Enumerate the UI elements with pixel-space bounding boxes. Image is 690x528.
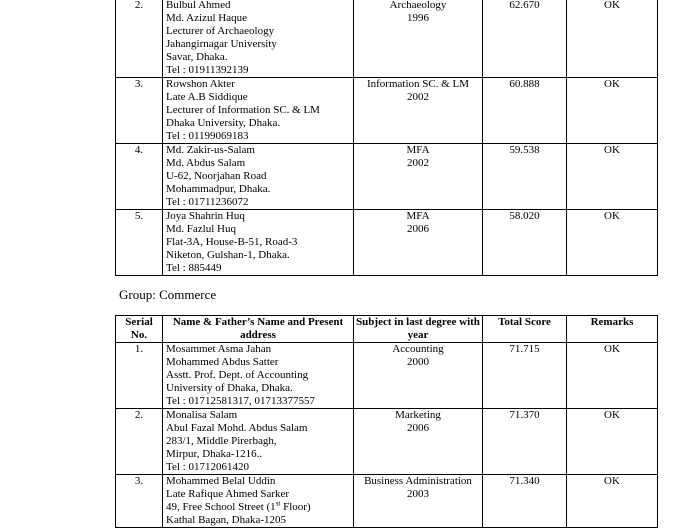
name-address-line: Md. Fazlul Huq xyxy=(166,223,236,235)
name-address-line: Tel : 01712061420 xyxy=(166,461,249,473)
name-address-cell xyxy=(163,409,354,475)
subject-year: 2006 xyxy=(407,223,429,235)
table-row xyxy=(116,0,658,78)
remarks-cell: OK xyxy=(567,475,658,528)
name-address-cell xyxy=(163,78,354,144)
score-cell: 71.340 xyxy=(483,475,567,528)
name-address-line: Md. Azizul Haque xyxy=(166,12,247,24)
subject-year: 2000 xyxy=(407,356,429,368)
subject-year: 2006 xyxy=(407,422,429,434)
name-address-line: Tel : 01199069183 xyxy=(166,130,249,142)
subject-cell xyxy=(354,78,483,144)
subject-cell xyxy=(354,144,483,210)
header-score: Total Score xyxy=(483,316,567,343)
name-address-line: Md. Abdus Salam xyxy=(166,157,246,169)
score-cell: 71.370 xyxy=(483,409,567,475)
subject-name: Business Administration xyxy=(364,475,472,487)
name-address-line: Lecturer of Information SC. & LM xyxy=(166,104,320,116)
name-address-cell xyxy=(163,144,354,210)
name-address-line: Niketon, Gulshan-1, Dhaka. xyxy=(166,249,290,261)
score-cell: 71.715 xyxy=(483,343,567,409)
name-address-line: Kathal Bagan, Dhaka-1205 xyxy=(166,514,287,526)
name-address-line: 49, Free School Street (1st Floor) xyxy=(166,499,311,513)
remarks-cell: OK xyxy=(567,0,658,78)
subject-name: Information SC. & LM xyxy=(366,78,470,90)
group-label: Group: Commerce xyxy=(119,287,217,302)
name-address-line: Flat-3A, House-B-51, Road-3 xyxy=(166,236,298,248)
name-address-line: Tel : 885449 xyxy=(166,262,222,274)
subject-cell xyxy=(354,343,483,409)
name-address-line: Joya Shahrin Huq xyxy=(166,210,245,222)
name-address-line: Bulbul Ahmed xyxy=(166,0,231,11)
name-address-line: Mirpur, Dhaka-1216.. xyxy=(166,448,263,460)
name-address-line: Savar, Dhaka. xyxy=(166,51,228,63)
name-address-line: 283/1, Middle Pirerbagh, xyxy=(166,435,277,447)
candidates-table-1 xyxy=(115,0,658,276)
name-address-cell xyxy=(163,210,354,276)
serial-cell: 5. xyxy=(116,210,163,276)
name-address-line: Rowshon Akter xyxy=(166,78,235,90)
name-address-line: Mohammed Abdus Satter xyxy=(166,356,279,368)
remarks-cell: OK xyxy=(567,210,658,276)
name-address-line: Abul Fazal Mohd. Abdus Salam xyxy=(166,422,308,434)
serial-cell: 3. xyxy=(116,475,163,528)
name-address-line: Mosammet Asma Jahan xyxy=(166,343,272,355)
score-cell: 62.670 xyxy=(483,0,567,78)
serial-cell: 2. xyxy=(116,0,163,78)
subject-cell xyxy=(354,0,483,78)
table-row xyxy=(116,78,658,144)
remarks-cell: OK xyxy=(567,409,658,475)
subject-year: 2003 xyxy=(407,488,429,500)
header-subject: Subject in last degree with year xyxy=(354,316,483,343)
serial-cell: 2. xyxy=(116,409,163,475)
remarks-cell: OK xyxy=(567,144,658,210)
subject-name: MFA xyxy=(406,144,430,156)
subject-name: Accounting xyxy=(392,343,444,355)
header-row xyxy=(116,316,658,343)
subject-cell xyxy=(354,409,483,475)
name-address-line: Jahangirnagar University xyxy=(166,38,277,50)
name-address-line: Tel : 01711236072 xyxy=(166,196,249,208)
name-address-cell xyxy=(163,343,354,409)
name-address-line: Mohammadpur, Dhaka. xyxy=(166,183,271,195)
name-address-cell xyxy=(163,475,354,528)
header-name: Name & Father’s Name and Present address xyxy=(163,316,354,343)
header-serial: Serial No. xyxy=(116,316,163,343)
serial-cell: 4. xyxy=(116,144,163,210)
name-address-line: Lecturer of Archaeology xyxy=(166,25,275,37)
score-cell: 60.888 xyxy=(483,78,567,144)
table-row xyxy=(116,343,658,409)
table-row xyxy=(116,144,658,210)
name-address-line: Late A.B Siddique xyxy=(166,91,248,103)
score-cell: 58.020 xyxy=(483,210,567,276)
subject-name: Marketing xyxy=(395,409,441,421)
subject-name: Archaeology xyxy=(389,0,447,11)
table-row xyxy=(116,475,658,528)
name-address-line: Md. Zakir-us-Salam xyxy=(166,144,255,156)
name-address-line: Late Rafique Ahmed Sarker xyxy=(166,488,290,500)
score-cell: 59.538 xyxy=(483,144,567,210)
name-address-line: Monalisa Salam xyxy=(166,409,238,421)
subject-cell xyxy=(354,475,483,528)
name-address-line: Tel : 01712581317, 01713377557 xyxy=(166,395,315,407)
ordinal-suffix: st xyxy=(275,499,281,508)
serial-cell: 1. xyxy=(116,343,163,409)
name-address-line: Mohammed Belal Uddin xyxy=(166,475,276,487)
name-address-line: Tel : 01911392139 xyxy=(166,64,249,76)
name-address-line: U-62, Noorjahan Road xyxy=(166,170,267,182)
subject-year: 2002 xyxy=(407,157,429,169)
name-address-line: Dhaka University, Dhaka. xyxy=(166,117,281,129)
subject-cell xyxy=(354,210,483,276)
remarks-cell: OK xyxy=(567,78,658,144)
table-row xyxy=(116,409,658,475)
subject-year: 1996 xyxy=(407,12,429,24)
candidates-table-commerce xyxy=(115,315,658,528)
name-address-line: University of Dhaka, Dhaka. xyxy=(166,382,293,394)
header-remarks: Remarks xyxy=(567,316,658,343)
name-address-line: Asstt. Prof. Dept. of Accounting xyxy=(166,369,309,381)
name-address-cell xyxy=(163,0,354,78)
candidates-table-1-body xyxy=(116,0,658,276)
candidates-table-commerce-body xyxy=(116,343,658,528)
subject-year: 2002 xyxy=(407,91,429,103)
remarks-cell: OK xyxy=(567,343,658,409)
subject-name: MFA xyxy=(406,210,430,222)
serial-cell: 3. xyxy=(116,78,163,144)
table-row xyxy=(116,210,658,276)
